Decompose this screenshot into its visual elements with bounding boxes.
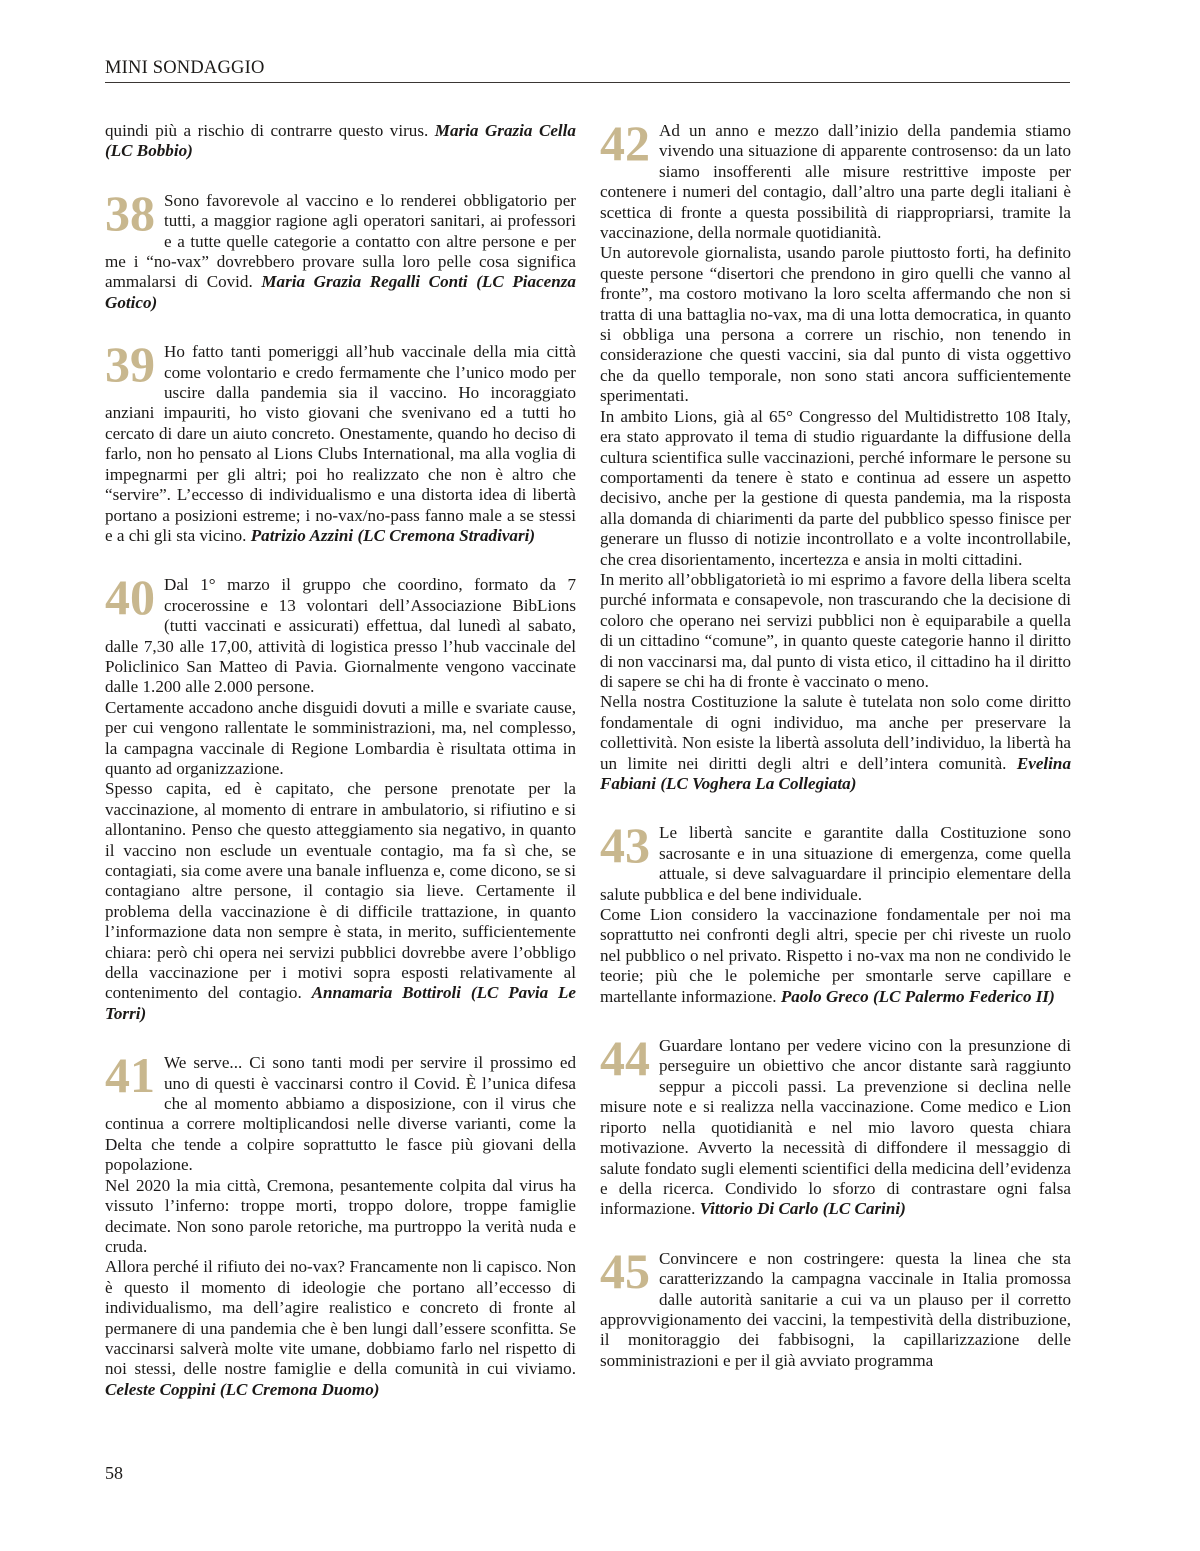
entry-paragraph: Un autorevole giornalista, usando parole piuttosto forti, ha definito queste persone “disertori che prendono in giro quelli che vanno al fronte”, ma costoro motivano la loro scelta affermando che non si tratta di una battaglia no-vax, ma di una lotta democratica, in quanto si obbliga una persona a correre un rischio, non tenendo in considerazione che questi vaccini, sia dal punto di vista oggettivo che da quello temporale, non sono stati ancora sufficientemente sperimentati. [600,243,1071,406]
entry-signature: Maria Grazia Regalli Conti (LC Piacenza Gotico) [105,272,576,312]
entry-43 [600,817,1071,1007]
entry-paragraph: Convincere e non costringere: questa la linea che sta caratterizzando la campagna vaccinale in Italia promossa dalle autorità sanitarie a cui va un plauso per il corretto approvvigionamento dei vaccini, la tempestività della distribuzione, il monitoraggio dei fabbisogni, la capillarizzazione delle somministrazioni e per il già avviato programma [600,1248,1071,1370]
entry-signature: Patrizio Azzini (LC Cremona Stradivari) [250,525,536,545]
left-column [105,121,576,1429]
entry-number: 40 [105,569,155,626]
entry-39 [105,336,576,546]
entry-signature: Annamaria Bottiroli (LC Pavia Le Torri) [105,983,576,1023]
section-header [105,58,1070,83]
entry-37-continuation [105,121,576,162]
section-title: MINI SONDAGGIO [105,58,265,78]
entry-42 [600,115,1071,794]
entry-number: 45 [600,1242,650,1299]
entry-text: Nella nostra Costituzione la salute è tutelata non solo come diritto fondamentale di ogni individuo, ma anche per preservare la collettività. Non esiste la libertà assoluta dell’individuo, la libertà ha un limite nei diritti degli altri e dell’intera comunità. [600,692,1071,773]
entry-signature: Evelina Fabiani (LC Voghera La Collegiata) [600,753,1071,793]
entry-paragraph: In merito all’obbligatorietà io mi esprimo a favore della libera scelta purché informata e consapevole, non trascurando che la decisione di coloro che operano nei servizi pubblici non è equiparabile a quella di un cittadino “comune”, in quanto queste categorie hanno il diritto di non vaccinarsi ma, dal punto di vista etico, il cittadino ha il diritto di sapere se chi ha di fronte è vaccinato o meno. [600,569,1071,691]
entry-44 [600,1030,1071,1220]
entry-signature: Paolo Greco (LC Palermo Federico II) [780,986,1055,1006]
right-column [600,115,1071,1400]
entry-paragraph: Certamente accadono anche disguidi dovuti a mille e svariate cause, per cui vengono rallentate le somministrazioni, ma, nel complesso, la campagna vaccinale di Regione Lombardia è risultata ottima in quanto ad organizzazione. [105,697,576,778]
entry-number: 39 [105,336,155,393]
entry-signature: Vittorio Di Carlo (LC Carini) [699,1199,906,1219]
entry-paragraph: Dal 1° marzo il gruppo che coordino, formato da 7 crocerossine e 13 volontari dell’Associazione BibLions (tutti vaccinati e assicurati) effettua, dal lunedì al sabato, dalle 7,30 alle 17,00, attività di logistica presso l’hub vaccinale del Policlinico San Matteo di Pavia. Giornalmente vengono vaccinate dalle 1.200 alle 2.000 persone. [105,575,576,697]
entry-signature: Celeste Coppini (LC Cremona Duomo) [105,1379,380,1399]
entry-paragraph: Nel 2020 la mia città, Cremona, pesantemente colpita dal virus ha vissuto l’inferno: troppe morti, troppo dolore, troppe famiglie decimate. Non sono parole retoriche, ma purtroppo la verità nuda e cruda. [105,1175,576,1256]
entry-paragraph: We serve... Ci sono tanti modi per servire il prossimo ed uno di questi è vaccinarsi contro il Covid. È l’unica difesa che al momento abbiamo a disposizione, con il virus che continua a correre moltiplicandosi nelle diverse varianti, come la Delta che tende a colpire soprattutto le fasce più giovani della popolazione. [105,1053,576,1175]
entry-text: Ho fatto tanti pomeriggi all’hub vaccinale della mia città come volontario e credo fermamente che l’unico modo per uscire dalla pandemia sia il vaccino. Ho incoraggiato anziani impauriti, ho visto giovani che svenivano ed a tutti ho cercato di dare un aiuto concreto. Onestamente, quando ho deciso di farlo, non ho pensato al Lions Clubs International, ma alla voglia di impegnarmi per gli altri; poi ho realizzato che non è altro che “servire”. L’eccesso di individualismo e una distorta idea di libertà portano a posizioni estreme; i no-vax/no-pass fanno male a se stessi e a chi gli sta vicino. [105,342,576,545]
entry-text: Spesso capita, ed è capitato, che persone prenotate per la vaccinazione, al momento di entrare in ambulatorio, si rifiutino e si allontanino. Penso che questo atteggiamento sia negativo, in quanto il vaccino non esclude un eventuale contagio, ma fa sì che, se contagiati, sia come avere una banale influenza e, come dicono, se si contagiano altre persone, il contagio sia lieve. Certamente il problema della vaccinazione è di difficile trattazione, in quanto l’informazione data non sempre è stata, in merito, sufficientemente chiara: però chi opera nei servizi pubblici dovrebbe avere l’obbligo della vaccinazione per i motivi sopra esposti relativamente al contenimento del contagio. [105,779,576,1003]
entry-45 [600,1242,1071,1371]
entry-number: 44 [600,1030,650,1087]
entry-number: 38 [105,184,155,241]
entry-paragraph: Le libertà sancite e garantite dalla Costituzione sono sacrosante e in una situazione di emergenza, come quella attuale, si deve salvaguardare il principio elementare della salute pubblica e del bene individuale. [600,823,1071,904]
page-number: 58 [105,1463,123,1483]
entry-number: 41 [105,1047,155,1104]
entry-number: 43 [600,817,650,874]
entry-text: Come Lion considero la vaccinazione fondamentale per noi ma soprattutto nei confronti degli altri, specie per chi riveste un ruolo nel pubblico o nel privato. Rispetto i no-vax ma non ne condivido le teorie; più che le polemiche per smontarle serve capillare e martellante informazione. [600,905,1071,1006]
entry-text: quindi più a rischio di contrarre questo virus. [105,121,435,140]
entry-text: Allora perché il rifiuto dei no-vax? Francamente non li capisco. Non è questo il momento di ideologie che portano all’eccesso di individualismo, ma dell’agire realistico e concreto di fronte al permanere di una pandemia che è ben lungi dall’essere sconfitta. Se vaccinarsi salverà molte vite umane, dobbiamo farlo nel rispetto di noi stessi, delle nostre famiglie e della comunità in cui viviamo. [105,1257,576,1379]
entry-38 [105,184,576,313]
entry-text: Sono favorevole al vaccino e lo renderei obbligatorio per tutti, a maggior ragione agli operatori sanitari, ai professori e a tutte quelle categorie a contatto con altre persone e per me i “no-vax” dovrebbero provare sulla loro pelle cosa significa ammalarsi di Covid. [105,190,576,292]
entry-40 [105,569,576,1024]
entry-41 [105,1047,576,1400]
entry-paragraph: In ambito Lions, già al 65° Congresso del Multidistretto 108 Italy, era stato approvato il tema di studio riguardante la diffusione della cultura scientifica sulle vaccinazioni, perché informare le persone su comportamenti da tenere è stato e continua ad essere un aspetto decisivo, anche per la gestione di questa pandemia, ma la risposta alla domanda di chiarimenti da parte del pubblico spesso finisce per generare un flusso di notizie incontrollato e a volte incontrollabile, che crea disorientamento, incertezza e ansia in molti cittadini. [600,406,1071,569]
entry-paragraph: Ad un anno e mezzo dall’inizio della pandemia stiamo vivendo una situazione di apparente controsenso: da un lato siamo insofferenti alle misure restrittive imposte per contenere i numeri del contagio, dall’altro una parte degli italiani è scettica di fronte a questa possibilità di riappropriarsi, tramite la vaccinazione, della normale quotidianità. [600,121,1071,243]
entry-text: Guardare lontano per vedere vicino con la presunzione di perseguire un obiettivo che ancor distante sarà raggiunto seppur a piccoli passi. La prevenzione si declina nelle misure note e si realizza nella vaccinazione. Come medico e Lion riporto nella quotidianità e nel mio lavoro questa chiara motivazione. Avverto la necessità di diffondere il messaggio di salute fondato sugli elementi scientifici della medicina dell’evidenza e della ricerca. Condivido lo sforzo di contrastare ogni falsa informazione. [600,1036,1071,1219]
entry-number: 42 [600,115,650,171]
entry-signature: Maria Grazia Cella (LC Bobbio) [105,121,576,161]
